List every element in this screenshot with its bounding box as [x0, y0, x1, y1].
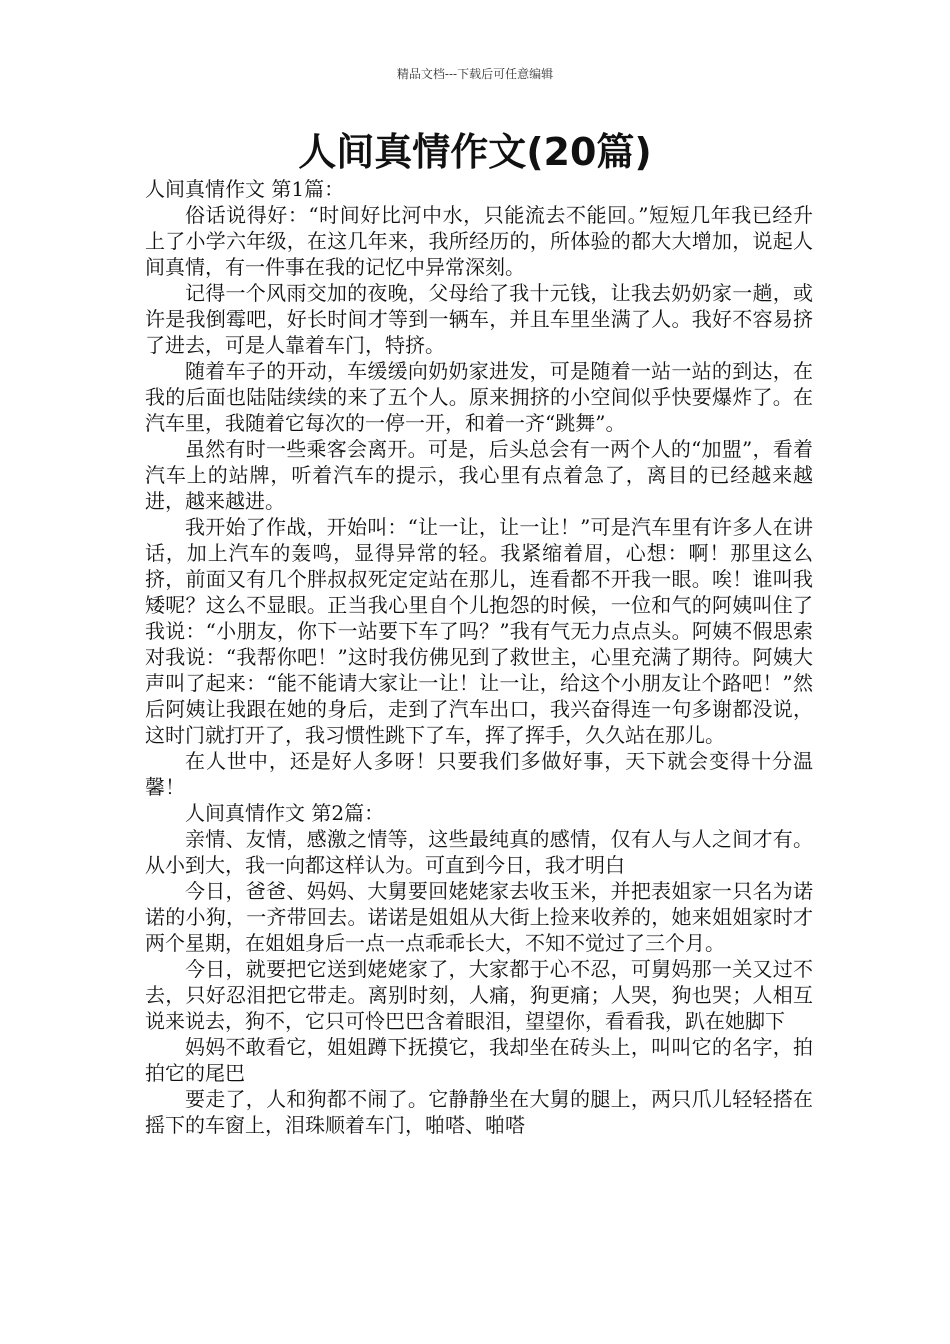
paragraph: 随着车子的开动，车缓缓向奶奶家进发，可是随着一站一站的到达，在我的后面也陆陆续续的来了五个人。原来拥挤的小空间似乎快要爆炸了。在汽车里，我随着它每次的一停一开，和着一齐“跳舞”。: [145, 359, 813, 435]
paragraph: 妈妈不敢看它，姐姐蹲下抚摸它，我却坐在砖头上，叫叫它的名字，拍拍它的尾巴: [145, 1035, 813, 1085]
paragraph: 亲情、友情，感激之情等，这些最纯真的感情，仅有人与人之间才有。从小到大，我一向都这样认为。可直到今日，我才明白: [145, 827, 813, 877]
section-heading: 人间真情作文 第1篇：: [145, 177, 345, 201]
section-heading: 人间真情作文 第2篇：: [185, 801, 385, 825]
document-body: [145, 176, 813, 1138]
page-header: 精品文档---下载后可任意编辑: [396, 67, 554, 81]
paragraph: 在人世中，还是好人多呀！只要我们多做好事，天下就会变得十分温馨！: [145, 749, 813, 799]
paragraph: 要走了，人和狗都不闹了。它静静坐在大舅的腿上，两只爪儿轻轻搭在摇下的车窗上，泪珠顺着车门，啪嗒、啪嗒: [145, 1087, 813, 1137]
paragraph: 我开始了作战，开始叫：“让一让，让一让！”可是汽车里有许多人在讲话，加上汽车的轰鸣，显得异常的轻。我紧缩着眉，心想：啊！那里这么挤，前面又有几个胖叔叔死定定站在那儿，连看都不开我一眼。唉！谁叫我矮呢？这么不显眼。正当我心里自个儿抱怨的时候，一位和气的阿姨叫住了我说：“小朋友，你下一站要下车了吗？”我有气无力点点头。阿姨不假思索对我说：“我帮你吧！”这时我仿佛见到了救世主，心里充满了期待。阿姨大声叫了起来：“能不能请大家让一让！让一让，给这个小朋友让个路吧！”然后阿姨让我跟在她的身后，走到了汽车出口，我兴奋得连一句多谢都没说，这时门就打开了，我习惯性跳下了车，挥了挥手，久久站在那儿。: [145, 515, 813, 747]
paragraph: 俗话说得好：“时间好比河中水，只能流去不能回。”短短几年我已经升上了小学六年级，在这几年来，我所经历的，所体验的都大大增加，说起人间真情，有一件事在我的记忆中异常深刻。: [145, 203, 813, 279]
document-title: 人间真情作文(20篇): [298, 130, 652, 174]
paragraph: 虽然有时一些乘客会离开。可是，后头总会有一两个人的“加盟”，看着汽车上的站牌，听着汽车的提示，我心里有点着急了，离目的已经越来越进，越来越进。: [145, 437, 813, 513]
paragraph: 今日，爸爸、妈妈、大舅要回姥姥家去收玉米，并把表姐家一只名为诺诺的小狗，一齐带回去。诺诺是姐姐从大街上捡来收养的，她来姐姐家时才两个星期，在姐姐身后一点一点乖乖长大，不知不觉过了三个月。: [145, 879, 813, 955]
paragraph: 记得一个风雨交加的夜晚，父母给了我十元钱，让我去奶奶家一趟，或许是我倒霉吧，好长时间才等到一辆车，并且车里坐满了人。我好不容易挤了进去，可是人靠着车门，特挤。: [145, 281, 813, 357]
paragraph: 今日，就要把它送到姥姥家了，大家都于心不忍，可舅妈那一关又过不去，只好忍泪把它带走。离别时刻，人痛，狗更痛；人哭，狗也哭；人相互说来说去，狗不，它只可怜巴巴含着眼泪，望望你，看看我，趴在她脚下: [145, 957, 813, 1033]
